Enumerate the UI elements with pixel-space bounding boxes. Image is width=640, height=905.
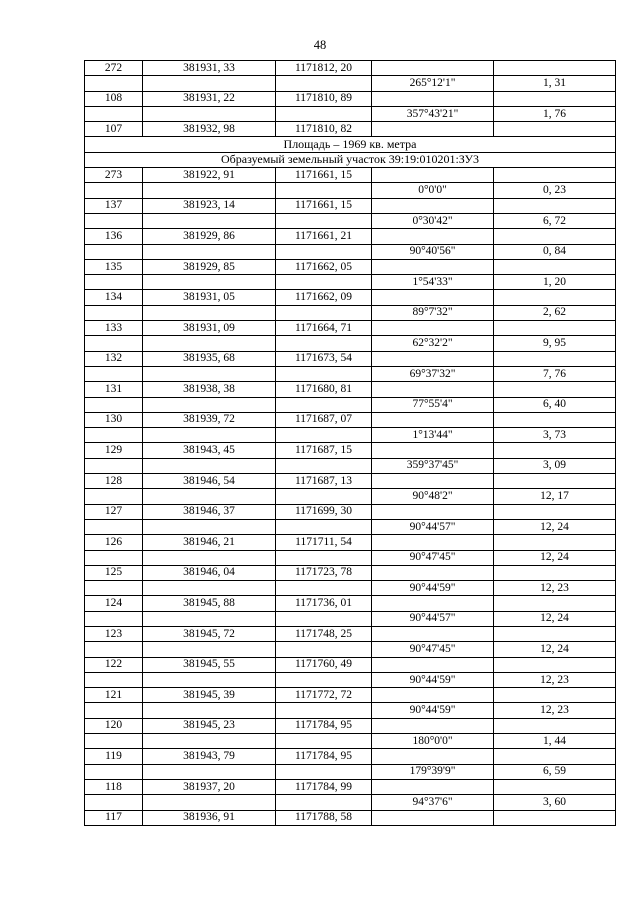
point-number-cell: 273 [85,168,143,183]
point-row [85,596,616,611]
direction-angle-cell: 0°30'42" [372,213,494,228]
empty-point-cell [85,106,143,121]
segment-row [85,550,616,565]
empty-distance-cell [494,351,616,366]
empty-distance-cell [494,290,616,305]
empty-point-cell [85,76,143,91]
empty-point-cell [85,581,143,596]
y-coordinate-cell: 1171748, 25 [276,626,372,641]
distance-cell: 12, 24 [494,611,616,626]
empty-point-cell [85,428,143,443]
empty-angle-cell [372,91,494,106]
segment-row [85,106,616,121]
distance-cell: 1, 44 [494,734,616,749]
empty-y-cell [276,213,372,228]
point-number-cell: 272 [85,61,143,76]
y-coordinate-cell: 1171662, 09 [276,290,372,305]
segment-row [85,428,616,443]
y-coordinate-cell: 1171661, 21 [276,229,372,244]
point-row [85,290,616,305]
point-row [85,259,616,274]
empty-distance-cell [494,61,616,76]
distance-cell: 6, 59 [494,764,616,779]
x-coordinate-cell: 381938, 38 [143,382,276,397]
empty-distance-cell [494,382,616,397]
empty-y-cell [276,519,372,534]
empty-y-cell [276,428,372,443]
distance-cell: 12, 17 [494,489,616,504]
direction-angle-cell: 265°12'1" [372,76,494,91]
y-coordinate-cell: 1171687, 07 [276,412,372,427]
point-row [85,657,616,672]
empty-x-cell [143,397,276,412]
empty-point-cell [85,519,143,534]
empty-distance-cell [494,657,616,672]
empty-x-cell [143,672,276,687]
empty-angle-cell [372,198,494,213]
empty-x-cell [143,611,276,626]
empty-x-cell [143,734,276,749]
point-number-cell: 117 [85,810,143,825]
point-row [85,91,616,106]
y-coordinate-cell: 1171812, 20 [276,61,372,76]
point-number-cell: 136 [85,229,143,244]
point-number-cell: 121 [85,688,143,703]
empty-angle-cell [372,535,494,550]
empty-point-cell [85,550,143,565]
direction-angle-cell: 0°0'0" [372,183,494,198]
empty-point-cell [85,336,143,351]
empty-angle-cell [372,122,494,137]
distance-cell: 0, 84 [494,244,616,259]
empty-point-cell [85,672,143,687]
y-coordinate-cell: 1171687, 15 [276,443,372,458]
segment-row [85,642,616,657]
segment-row [85,734,616,749]
empty-angle-cell [372,229,494,244]
empty-y-cell [276,611,372,626]
empty-x-cell [143,489,276,504]
direction-angle-cell: 359°37'45" [372,458,494,473]
x-coordinate-cell: 381946, 21 [143,535,276,550]
empty-point-cell [85,489,143,504]
empty-y-cell [276,183,372,198]
x-coordinate-cell: 381931, 05 [143,290,276,305]
empty-y-cell [276,734,372,749]
point-row [85,412,616,427]
empty-distance-cell [494,229,616,244]
empty-distance-cell [494,504,616,519]
distance-cell: 12, 23 [494,672,616,687]
distance-cell: 12, 24 [494,642,616,657]
empty-y-cell [276,795,372,810]
point-row [85,321,616,336]
empty-distance-cell [494,749,616,764]
empty-angle-cell [372,657,494,672]
y-coordinate-cell: 1171784, 95 [276,749,372,764]
point-row [85,198,616,213]
point-number-cell: 118 [85,779,143,794]
empty-x-cell [143,305,276,320]
x-coordinate-cell: 381945, 72 [143,626,276,641]
point-number-cell: 127 [85,504,143,519]
point-number-cell: 123 [85,626,143,641]
empty-point-cell [85,183,143,198]
empty-y-cell [276,366,372,381]
empty-y-cell [276,642,372,657]
y-coordinate-cell: 1171680, 81 [276,382,372,397]
y-coordinate-cell: 1171664, 71 [276,321,372,336]
empty-angle-cell [372,61,494,76]
empty-distance-cell [494,535,616,550]
direction-angle-cell: 90°44'57" [372,611,494,626]
y-coordinate-cell: 1171711, 54 [276,535,372,550]
empty-x-cell [143,764,276,779]
direction-angle-cell: 89°7'32" [372,305,494,320]
direction-angle-cell: 62°32'2" [372,336,494,351]
distance-cell: 12, 23 [494,581,616,596]
empty-x-cell [143,336,276,351]
distance-cell: 12, 24 [494,550,616,565]
x-coordinate-cell: 381931, 33 [143,61,276,76]
direction-angle-cell: 1°13'44" [372,428,494,443]
empty-x-cell [143,519,276,534]
x-coordinate-cell: 381945, 88 [143,596,276,611]
segment-row [85,366,616,381]
empty-y-cell [276,397,372,412]
x-coordinate-cell: 381943, 45 [143,443,276,458]
y-coordinate-cell: 1171661, 15 [276,168,372,183]
point-number-cell: 130 [85,412,143,427]
x-coordinate-cell: 381929, 86 [143,229,276,244]
empty-distance-cell [494,122,616,137]
empty-y-cell [276,489,372,504]
empty-x-cell [143,550,276,565]
empty-distance-cell [494,810,616,825]
distance-cell: 3, 09 [494,458,616,473]
y-coordinate-cell: 1171788, 58 [276,810,372,825]
direction-angle-cell: 69°37'32" [372,366,494,381]
empty-x-cell [143,795,276,810]
empty-x-cell [143,213,276,228]
x-coordinate-cell: 381943, 79 [143,749,276,764]
point-row [85,61,616,76]
empty-x-cell [143,244,276,259]
x-coordinate-cell: 381922, 91 [143,168,276,183]
direction-angle-cell: 90°44'59" [372,581,494,596]
empty-distance-cell [494,198,616,213]
section-heading-row [85,137,616,152]
x-coordinate-cell: 381936, 91 [143,810,276,825]
point-number-cell: 120 [85,718,143,733]
x-coordinate-cell: 381935, 68 [143,351,276,366]
direction-angle-cell: 90°44'59" [372,672,494,687]
empty-y-cell [276,76,372,91]
point-row [85,443,616,458]
empty-angle-cell [372,259,494,274]
point-row [85,504,616,519]
distance-cell: 3, 60 [494,795,616,810]
y-coordinate-cell: 1171662, 05 [276,259,372,274]
segment-row [85,519,616,534]
empty-point-cell [85,734,143,749]
empty-angle-cell [372,565,494,580]
point-row [85,382,616,397]
distance-cell: 12, 24 [494,519,616,534]
empty-angle-cell [372,443,494,458]
empty-x-cell [143,183,276,198]
y-coordinate-cell: 1171772, 72 [276,688,372,703]
page-number: 48 [313,38,327,52]
empty-distance-cell [494,259,616,274]
direction-angle-cell: 179°39'9" [372,764,494,779]
y-coordinate-cell: 1171810, 82 [276,122,372,137]
point-number-cell: 124 [85,596,143,611]
y-coordinate-cell: 1171687, 13 [276,474,372,489]
segment-row [85,244,616,259]
empty-distance-cell [494,779,616,794]
point-row [85,535,616,550]
segment-row [85,795,616,810]
point-row [85,718,616,733]
empty-y-cell [276,764,372,779]
empty-x-cell [143,703,276,718]
y-coordinate-cell: 1171760, 49 [276,657,372,672]
point-number-cell: 133 [85,321,143,336]
segment-row [85,458,616,473]
direction-angle-cell: 90°48'2" [372,489,494,504]
x-coordinate-cell: 381945, 55 [143,657,276,672]
section-heading-cell: Образуемый земельный участок 39:19:010201:ЗУ3 [85,152,616,167]
x-coordinate-cell: 381946, 04 [143,565,276,580]
point-number-cell: 108 [85,91,143,106]
y-coordinate-cell: 1171784, 95 [276,718,372,733]
coordinates-table-body [85,61,616,826]
empty-point-cell [85,764,143,779]
x-coordinate-cell: 381946, 54 [143,474,276,489]
empty-angle-cell [372,382,494,397]
empty-angle-cell [372,688,494,703]
segment-row [85,183,616,198]
empty-y-cell [276,581,372,596]
x-coordinate-cell: 381939, 72 [143,412,276,427]
empty-distance-cell [494,474,616,489]
empty-point-cell [85,213,143,228]
empty-y-cell [276,244,372,259]
direction-angle-cell: 90°44'59" [372,703,494,718]
point-number-cell: 128 [85,474,143,489]
point-row [85,749,616,764]
empty-point-cell [85,397,143,412]
y-coordinate-cell: 1171736, 01 [276,596,372,611]
point-row [85,810,616,825]
x-coordinate-cell: 381946, 37 [143,504,276,519]
point-row [85,626,616,641]
empty-angle-cell [372,474,494,489]
y-coordinate-cell: 1171784, 99 [276,779,372,794]
segment-row [85,305,616,320]
empty-distance-cell [494,688,616,703]
empty-y-cell [276,703,372,718]
point-row [85,122,616,137]
segment-row [85,581,616,596]
point-number-cell: 131 [85,382,143,397]
segment-row [85,672,616,687]
empty-y-cell [276,458,372,473]
direction-angle-cell: 180°0'0" [372,734,494,749]
empty-distance-cell [494,718,616,733]
section-heading-row [85,152,616,167]
empty-x-cell [143,642,276,657]
point-row [85,779,616,794]
empty-angle-cell [372,504,494,519]
segment-row [85,397,616,412]
distance-cell: 6, 72 [494,213,616,228]
direction-angle-cell: 90°44'57" [372,519,494,534]
point-row [85,168,616,183]
empty-point-cell [85,366,143,381]
empty-point-cell [85,458,143,473]
segment-row [85,76,616,91]
empty-y-cell [276,275,372,290]
y-coordinate-cell: 1171661, 15 [276,198,372,213]
empty-distance-cell [494,168,616,183]
empty-point-cell [85,244,143,259]
empty-x-cell [143,106,276,121]
point-number-cell: 122 [85,657,143,672]
empty-angle-cell [372,779,494,794]
distance-cell: 12, 23 [494,703,616,718]
point-number-cell: 129 [85,443,143,458]
distance-cell: 1, 76 [494,106,616,121]
empty-x-cell [143,581,276,596]
point-number-cell: 132 [85,351,143,366]
y-coordinate-cell: 1171810, 89 [276,91,372,106]
x-coordinate-cell: 381931, 09 [143,321,276,336]
empty-angle-cell [372,626,494,641]
point-number-cell: 125 [85,565,143,580]
coordinates-table [84,60,616,826]
empty-x-cell [143,76,276,91]
empty-y-cell [276,305,372,320]
empty-point-cell [85,795,143,810]
empty-distance-cell [494,91,616,106]
distance-cell: 6, 40 [494,397,616,412]
empty-distance-cell [494,321,616,336]
point-number-cell: 107 [85,122,143,137]
point-number-cell: 135 [85,259,143,274]
empty-x-cell [143,458,276,473]
x-coordinate-cell: 381945, 39 [143,688,276,703]
point-number-cell: 134 [85,290,143,305]
direction-angle-cell: 90°40'56" [372,244,494,259]
distance-cell: 1, 20 [494,275,616,290]
x-coordinate-cell: 381931, 22 [143,91,276,106]
empty-distance-cell [494,443,616,458]
empty-angle-cell [372,718,494,733]
segment-row [85,336,616,351]
empty-angle-cell [372,810,494,825]
point-row [85,565,616,580]
point-number-cell: 137 [85,198,143,213]
distance-cell: 0, 23 [494,183,616,198]
empty-y-cell [276,106,372,121]
segment-row [85,213,616,228]
segment-row [85,611,616,626]
x-coordinate-cell: 381937, 20 [143,779,276,794]
empty-angle-cell [372,290,494,305]
point-row [85,229,616,244]
empty-angle-cell [372,321,494,336]
empty-y-cell [276,550,372,565]
y-coordinate-cell: 1171699, 30 [276,504,372,519]
y-coordinate-cell: 1171673, 54 [276,351,372,366]
direction-angle-cell: 90°47'45" [372,642,494,657]
empty-y-cell [276,672,372,687]
empty-point-cell [85,703,143,718]
empty-distance-cell [494,412,616,427]
segment-row [85,489,616,504]
segment-row [85,764,616,779]
direction-angle-cell: 1°54'33" [372,275,494,290]
empty-point-cell [85,305,143,320]
distance-cell: 9, 95 [494,336,616,351]
empty-y-cell [276,336,372,351]
empty-angle-cell [372,749,494,764]
segment-row [85,275,616,290]
segment-row [85,703,616,718]
empty-distance-cell [494,596,616,611]
point-number-cell: 119 [85,749,143,764]
x-coordinate-cell: 381929, 85 [143,259,276,274]
distance-cell: 1, 31 [494,76,616,91]
empty-angle-cell [372,168,494,183]
point-number-cell: 126 [85,535,143,550]
empty-distance-cell [494,565,616,580]
distance-cell: 2, 62 [494,305,616,320]
empty-distance-cell [494,626,616,641]
empty-point-cell [85,275,143,290]
x-coordinate-cell: 381932, 98 [143,122,276,137]
direction-angle-cell: 357°43'21" [372,106,494,121]
point-row [85,351,616,366]
empty-x-cell [143,275,276,290]
distance-cell: 7, 76 [494,366,616,381]
direction-angle-cell: 94°37'6" [372,795,494,810]
point-row [85,688,616,703]
x-coordinate-cell: 381945, 23 [143,718,276,733]
y-coordinate-cell: 1171723, 78 [276,565,372,580]
empty-point-cell [85,642,143,657]
empty-x-cell [143,366,276,381]
empty-angle-cell [372,596,494,611]
distance-cell: 3, 73 [494,428,616,443]
direction-angle-cell: 77°55'4" [372,397,494,412]
section-heading-cell: Площадь – 1969 кв. метра [85,137,616,152]
empty-angle-cell [372,351,494,366]
point-row [85,474,616,489]
direction-angle-cell: 90°47'45" [372,550,494,565]
empty-point-cell [85,611,143,626]
x-coordinate-cell: 381923, 14 [143,198,276,213]
empty-angle-cell [372,412,494,427]
empty-x-cell [143,428,276,443]
